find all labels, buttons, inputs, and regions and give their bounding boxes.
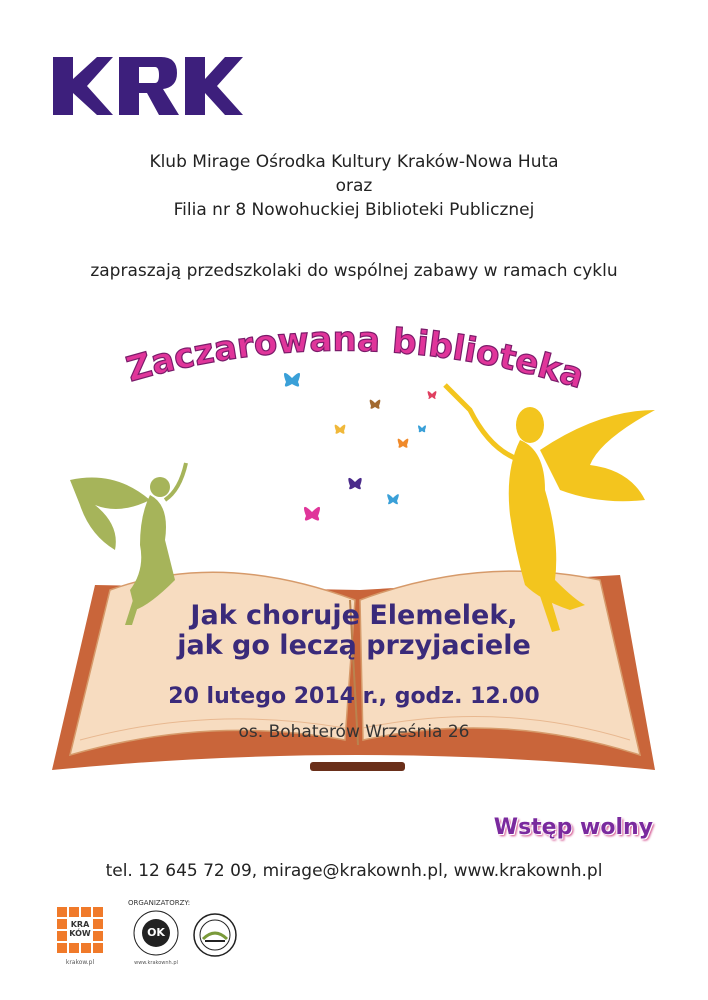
event-title: [0, 601, 708, 661]
butterfly-icon: [418, 425, 426, 432]
library-logo-graphic: [193, 913, 237, 957]
krakow-url: krakow.pl: [65, 959, 95, 966]
butterfly-icon: [284, 373, 300, 387]
butterfly-icon: [304, 507, 320, 521]
contact-info: tel. 12 645 72 09, mirage@krakownh.pl, www.krakownh.pl: [105, 861, 603, 881]
ok-logo-text: OK: [147, 926, 165, 939]
krakow-logo: [55, 905, 105, 966]
event-title-line-2: jak go leczą przyjaciele: [177, 630, 531, 661]
butterfly-icon: [370, 400, 381, 409]
cycle-title-text: Zaczarowana biblioteka: [122, 319, 589, 397]
event-date: 20 lutego 2014 r., godz. 12.00: [168, 684, 540, 709]
butterfly-icon: [387, 494, 399, 504]
krk-logo: [53, 57, 243, 115]
event-title-line-1: Jak choruje Elemelek,: [190, 600, 518, 631]
butterfly-icon: [398, 439, 409, 448]
cycle-title: [122, 320, 588, 397]
organizer-line-2: oraz: [335, 176, 373, 196]
organizer-line-1: Klub Mirage Ośrodka Kultury Kraków-Nowa Huta: [149, 152, 559, 172]
event-place: os. Bohaterów Września 26: [238, 722, 470, 742]
krk-logo-graphic: [53, 57, 243, 115]
butterfly-icon: [428, 391, 437, 399]
organizer-line-3: Filia nr 8 Nowohuckiej Biblioteki Publicznej: [173, 200, 535, 220]
invite-text: zapraszają przedszkolaki do wspólnej zabawy w ramach cyklu: [90, 261, 618, 281]
header-block: [0, 150, 708, 222]
ok-url: www.krakownh.pl: [134, 960, 178, 966]
free-entry-badge: Wstęp wolny: [493, 815, 653, 840]
butterfly-icon: [348, 478, 361, 489]
butterflies: [284, 373, 436, 521]
krakow-logo-text: KRA KÓW: [69, 920, 91, 938]
butterfly-icon: [335, 425, 346, 434]
organizers-label: ORGANIZATORZY:: [128, 899, 191, 907]
ok-logo: [133, 910, 179, 966]
library-logo: [193, 913, 237, 957]
